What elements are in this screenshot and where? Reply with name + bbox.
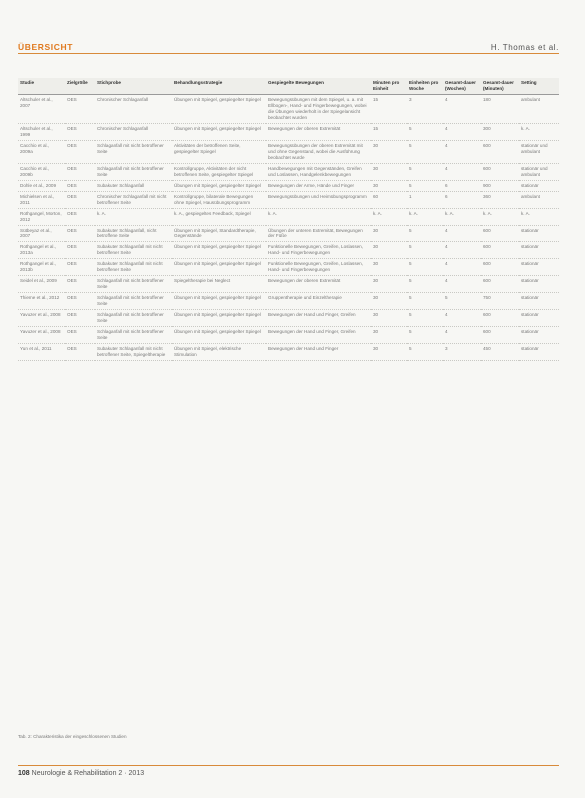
table-cell: Übungen mit Spiegel, gespiegelter Spiegel (172, 259, 266, 276)
table-cell: k. A. (407, 208, 443, 225)
table-cell: 5 (407, 327, 443, 344)
column-header: Einheiten pro Woche (407, 78, 443, 95)
table-cell: 4 (443, 123, 481, 140)
table-cell: 4 (443, 163, 481, 180)
table-row (18, 191, 559, 208)
table-cell: 4 (443, 327, 481, 344)
table-cell: 5 (407, 123, 443, 140)
table-cell: Cacchio et al., 2009a (18, 140, 65, 163)
table-cell: Subakuter Schlaganfall mit nicht betroffener Seite (95, 242, 172, 259)
table-cell: OES (65, 344, 95, 361)
table-cell: OES (65, 123, 95, 140)
table-row (18, 310, 559, 327)
table-cell: Rothgangel et al., 2013b (18, 259, 65, 276)
table-cell: 4 (443, 225, 481, 242)
table-row (18, 95, 559, 124)
column-header: Gesamt-dauer (Minuten) (481, 78, 519, 95)
table-cell: Bewegungen der oberen Extremität (266, 123, 371, 140)
table-cell: 60 (371, 191, 407, 208)
table-cell: 30 (371, 276, 407, 293)
table-cell: Chronischer Schlaganfall (95, 123, 172, 140)
table-cell: 5 (407, 180, 443, 191)
column-header: Stichprobe (95, 78, 172, 95)
table-cell: k. A. (266, 208, 371, 225)
table-cell: OES (65, 327, 95, 344)
table-row (18, 208, 559, 225)
table-cell: 600 (481, 276, 519, 293)
table-cell: 15 (371, 123, 407, 140)
table-cell: 4 (443, 310, 481, 327)
table-cell: 180 (481, 95, 519, 124)
table-cell: 600 (481, 140, 519, 163)
table-cell: 30 (371, 344, 407, 361)
table-cell: 30 (371, 327, 407, 344)
table-cell: Bewegungsübungen und Heimübungsprogramm (266, 191, 371, 208)
table-cell: Spiegeltherapie bei Neglect (172, 276, 266, 293)
table-cell: 30 (371, 140, 407, 163)
table-cell: Funktionelle Bewegungen, Greifen, Loslassen, Hand- und Fingerbewegungen (266, 259, 371, 276)
column-header: Minuten pro Einheit (371, 78, 407, 95)
table-cell: OES (65, 259, 95, 276)
table-cell: Schlaganfall mit nicht betroffener Seite (95, 140, 172, 163)
table-cell: stationär (519, 242, 559, 259)
table-row (18, 327, 559, 344)
table-cell: Thieme et al., 2012 (18, 293, 65, 310)
table-cell: Schlaganfall mit nicht betroffener Seite (95, 293, 172, 310)
table-cell: Bewegungsübungen mit dem Spiegel, u. a. mit Ellbogen-, Hand- und Fingerbewegungen, wobei die Übungen wiederholt in der Spiegelansicht beobachtet wurden (266, 95, 371, 124)
table-cell: Übungen mit Spiegel, gespiegelter Spiegel (172, 180, 266, 191)
table-cell: Subakuter Schlaganfall mit nicht betroffener Seite (95, 259, 172, 276)
table-cell: 4 (443, 276, 481, 293)
table-cell: 750 (481, 293, 519, 310)
table-cell: Dohle et al., 2009 (18, 180, 65, 191)
table-cell: 600 (481, 310, 519, 327)
table-cell: k. A. (371, 208, 407, 225)
table-row (18, 140, 559, 163)
table-cell: k. A. (443, 208, 481, 225)
table-cell: Yavuzer et al., 2008 (18, 310, 65, 327)
table-cell: OES (65, 225, 95, 242)
table-cell: k. A. (519, 123, 559, 140)
table-cell: Altschuler et al., 2007 (18, 95, 65, 124)
table-cell: stationär (519, 293, 559, 310)
table-cell: Kontrollgruppe, bilaterale Bewegungen ohne Spiegel, Hausübungsprogramm (172, 191, 266, 208)
table-caption: Tab. 2: Charakteristika der eingeschlossenen Studien (18, 734, 127, 739)
table-cell: 600 (481, 225, 519, 242)
column-header: Gesamt-dauer (Wochen) (443, 78, 481, 95)
table-cell: Übungen mit Spiegel, gespiegelter Spiegel (172, 242, 266, 259)
table-cell: 600 (481, 259, 519, 276)
table-cell: Subakuter Schlaganfall, nicht betroffene Seite (95, 225, 172, 242)
table-cell: Übungen der unteren Extremität, Bewegungen der Füße (266, 225, 371, 242)
table-cell: 30 (371, 242, 407, 259)
table-cell: 15 (371, 95, 407, 124)
table-cell: Yun et al., 2011 (18, 344, 65, 361)
table-cell: 30 (371, 163, 407, 180)
table-cell: ambulant (519, 95, 559, 124)
table-cell: k. A. (481, 208, 519, 225)
table-cell: 5 (407, 310, 443, 327)
table-cell: stationär (519, 225, 559, 242)
table-cell: 4 (443, 259, 481, 276)
table-cell: OES (65, 180, 95, 191)
table-cell: 450 (481, 344, 519, 361)
footer-rule (18, 765, 559, 766)
table-cell: 360 (481, 191, 519, 208)
table-cell: Übungen mit Spiegel, gespiegelter Spiegel (172, 123, 266, 140)
table-cell: stationär (519, 327, 559, 344)
table-cell: 3 (443, 344, 481, 361)
table-cell: Funktionelle Bewegungen, Greifen, Loslassen, Hand- und Fingerbewegungen (266, 242, 371, 259)
table-cell: stationär und ambulant (519, 140, 559, 163)
journal-name: Neurologie & Rehabilitation 2 · 2013 (31, 770, 145, 777)
header-rule (18, 53, 559, 54)
table-cell: 600 (481, 163, 519, 180)
table-cell: 6 (443, 191, 481, 208)
table-body (18, 95, 559, 361)
table-cell: Bewegungen der Hand und Finger, Greifen (266, 310, 371, 327)
table-cell: OES (65, 310, 95, 327)
table-cell: OES (65, 242, 95, 259)
table-cell: Übungen mit Spiegel, gespiegelter Spiegel (172, 293, 266, 310)
table-cell: Bewegungen der Arme, Hände und Finger (266, 180, 371, 191)
table-cell: Bewegungsübungen der oberen Extremität mit und ohne Gegenstand, wobei die Ausführung beobachtet wurde (266, 140, 371, 163)
table-cell: 5 (407, 242, 443, 259)
table-cell: Bewegungen der Hand und Finger, Greifen (266, 327, 371, 344)
table-cell: Sütbeyaz et al., 2007 (18, 225, 65, 242)
table-row (18, 225, 559, 242)
table-cell: 600 (481, 242, 519, 259)
table-cell: Übungen mit Spiegel, gespiegelter Spiegel (172, 327, 266, 344)
table-cell: 6 (443, 180, 481, 191)
table-cell: Cacchio et al., 2009b (18, 163, 65, 180)
table-cell: Gruppentherapie und Einzeltherapie (266, 293, 371, 310)
table-cell: OES (65, 163, 95, 180)
table-cell: Übungen mit Spiegel, gespiegelter Spiegel (172, 310, 266, 327)
table-cell: 4 (443, 95, 481, 124)
table-cell: Schlaganfall mit nicht betroffener Seite (95, 276, 172, 293)
table-cell: Rothgangel et al., 2013a (18, 242, 65, 259)
table-cell: stationär (519, 344, 559, 361)
table-cell: ambulant (519, 191, 559, 208)
column-header: Gespiegelte Bewegungen (266, 78, 371, 95)
table-cell: Rothgangel, Morton, 2012 (18, 208, 65, 225)
section-title: ÜBERSICHT (18, 42, 73, 52)
table-cell: Altschuler et al., 1999 (18, 123, 65, 140)
column-header: Behandlungsstrategie (172, 78, 266, 95)
table-row (18, 242, 559, 259)
table-row (18, 180, 559, 191)
table-cell: 300 (481, 123, 519, 140)
table-cell: stationär (519, 259, 559, 276)
table-cell: OES (65, 276, 95, 293)
table-cell: 30 (371, 310, 407, 327)
table-cell: 1 (407, 191, 443, 208)
table-cell: k. A. (95, 208, 172, 225)
table-cell: 5 (407, 225, 443, 242)
table-cell: 4 (443, 140, 481, 163)
table-cell: k. A., gespiegeltes Feedback, Spiegel (172, 208, 266, 225)
table-cell: Subakuter Schlaganfall (95, 180, 172, 191)
table-cell: Chronischer Schlaganfall mit nicht betroffener Seite (95, 191, 172, 208)
table-cell: Übungen mit Spiegel, gespiegelter Spiegel (172, 95, 266, 124)
table-cell: 30 (371, 180, 407, 191)
table-row (18, 163, 559, 180)
study-table (18, 78, 559, 361)
table-cell: 600 (481, 327, 519, 344)
table-cell: 5 (407, 344, 443, 361)
table-cell: stationär (519, 276, 559, 293)
table-cell: 3 (407, 95, 443, 124)
page-header (18, 36, 559, 52)
table-cell: 5 (407, 276, 443, 293)
column-header: Setting (519, 78, 559, 95)
table-cell: OES (65, 140, 95, 163)
table-cell: k. A. (519, 208, 559, 225)
table-cell: stationär (519, 310, 559, 327)
table-cell: Schlaganfall mit nicht betroffener Seite (95, 310, 172, 327)
column-header: Zielgröße (65, 78, 95, 95)
table-cell: 5 (407, 163, 443, 180)
table-cell: Aktivitäten der betroffenen Seite, gespiegelter Spiegel (172, 140, 266, 163)
table-row (18, 293, 559, 310)
table-cell: Schlaganfall mit nicht betroffener Seite (95, 327, 172, 344)
table-cell: 900 (481, 180, 519, 191)
table-cell: Bewegungen der oberen Extremität (266, 276, 371, 293)
table-cell: Schlaganfall mit nicht betroffener Seite (95, 163, 172, 180)
table-row (18, 344, 559, 361)
table-cell: Bewegungen der Hand und Finger (266, 344, 371, 361)
table-cell: 4 (443, 242, 481, 259)
page-footer (18, 770, 144, 777)
column-header: Studie (18, 78, 65, 95)
table-cell: OES (65, 208, 95, 225)
table-cell: stationär (519, 180, 559, 191)
table-cell: Übungen mit Spiegel, Standardtherapie, Gegenstände (172, 225, 266, 242)
table-cell: Subakuter Schlaganfall mit nicht betroffener Seite, Spiegeltherapie (95, 344, 172, 361)
page-number: 108 (18, 770, 30, 777)
table-cell: 5 (407, 140, 443, 163)
table-cell: 30 (371, 225, 407, 242)
table-header-row (18, 78, 559, 95)
table-cell: 30 (371, 259, 407, 276)
table-cell: OES (65, 191, 95, 208)
table-cell: 5 (443, 293, 481, 310)
table-cell: 30 (371, 293, 407, 310)
table-cell: Übungen mit Spiegel, elektrische Stimulation (172, 344, 266, 361)
table-cell: Kontrollgruppe, Aktivitäten der nicht betroffenen Seite, gespiegelter Spiegel (172, 163, 266, 180)
table-cell: OES (65, 293, 95, 310)
table-row (18, 123, 559, 140)
table-row (18, 259, 559, 276)
author-label: H. Thomas et al. (490, 43, 559, 52)
table-cell: 5 (407, 259, 443, 276)
table-cell: Michielsen et al., 2011 (18, 191, 65, 208)
table-cell: Chronischer Schlaganfall (95, 95, 172, 124)
table-cell: 5 (407, 293, 443, 310)
table-cell: Seidel et al., 2009 (18, 276, 65, 293)
table-row (18, 276, 559, 293)
table-cell: Yavuzer et al., 2008 (18, 327, 65, 344)
table-cell: stationär und ambulant (519, 163, 559, 180)
table-cell: OES (65, 95, 95, 124)
table-cell: Handbewegungen mit Gegenständen, Greifen und Loslassen, Handgelenkbewegungen (266, 163, 371, 180)
